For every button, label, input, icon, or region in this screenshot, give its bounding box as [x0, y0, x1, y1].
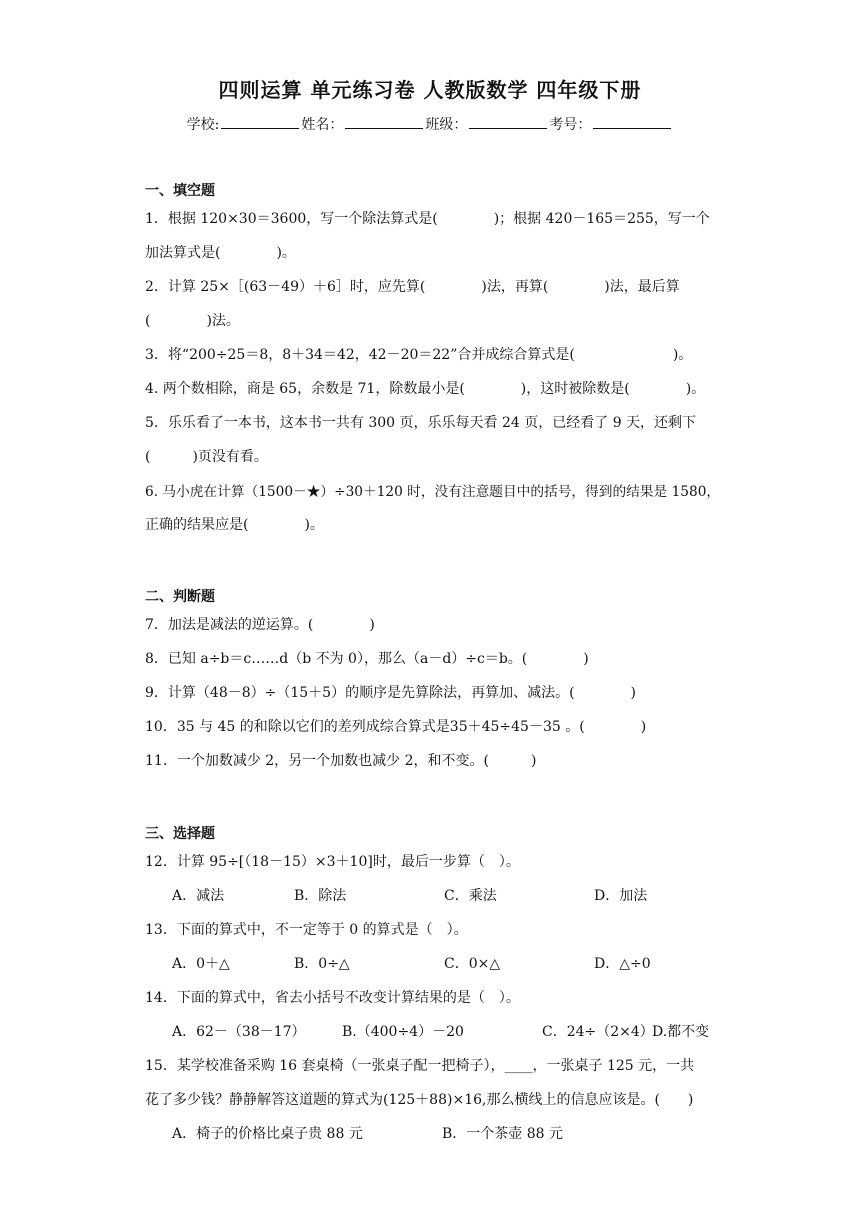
question-line: 1．根据 120×30＝3600，写一个除法算式是( )；根据 420－165＝255，写一个: [145, 211, 710, 227]
exam-no-label: 考号：: [549, 117, 592, 133]
question-line: 2．计算 25×［(63－49）＋6］时，应先算( )法，再算( )法，最后算: [145, 279, 680, 295]
option-a[interactable]: A．0＋△: [172, 956, 230, 972]
question-line: 7．加法是减法的逆运算。( ): [145, 617, 375, 633]
option-b[interactable]: B．0÷△: [294, 956, 350, 972]
question-15-line2: 花了多少钱？静静解答这道题的算式为(125＋88)×16,那么横线上的信息应该是。( ): [145, 1092, 694, 1108]
name-label: 姓名：: [301, 117, 344, 133]
option-b[interactable]: B．除法: [294, 888, 347, 904]
option-d[interactable]: D．加法: [594, 888, 648, 904]
option-b[interactable]: B.（400÷4）－20: [342, 1024, 464, 1040]
section-heading-fill: 一、填空题: [145, 183, 215, 199]
student-info-line: [0, 114, 860, 134]
question-line: 加法算式是( )。: [145, 245, 296, 261]
option-a[interactable]: A．62－（38－17）: [172, 1024, 306, 1040]
school-blank[interactable]: [221, 114, 299, 129]
class-label: 班级：: [425, 117, 468, 133]
name-blank[interactable]: [345, 114, 423, 129]
question-12: 12．计算 95÷[（18－15）×3＋10]时，最后一步算（ ）。: [145, 854, 520, 870]
section-heading-choice: 三、选择题: [145, 826, 215, 842]
section-heading-judge: 二、判断题: [145, 589, 215, 605]
question-line: 6. 马小虎在计算（1500－★）÷30＋120 时，没有注意题目中的括号，得到的结果是 1580，: [145, 484, 721, 500]
option-b[interactable]: B．一个茶壶 88 元: [442, 1126, 564, 1142]
question-line: 3．将“200÷25＝8，8＋34＝42，42－20＝22”合并成综合算式是( )。: [145, 347, 693, 363]
option-a[interactable]: A．椅子的价格比桌子贵 88 元: [172, 1126, 363, 1142]
question-15-line1: 15．某学校准备采购 16 套桌椅（一张桌子配一把椅子），____，一张桌子 125 元，一共: [145, 1058, 695, 1074]
page-title: 四则运算 单元练习卷 人教版数学 四年级下册: [218, 78, 642, 102]
option-d[interactable]: D．△÷0: [594, 956, 651, 972]
question-line: ( )页没有看。: [145, 449, 268, 465]
option-c[interactable]: C．24÷（2×4）: [542, 1024, 654, 1040]
question-line: 8．已知 a÷b＝c……d（b 不为 0），那么（a－d）÷c＝b。( ): [145, 651, 589, 667]
question-line: ( )法。: [145, 313, 240, 329]
question-line: 正确的结果应是( )。: [145, 517, 324, 533]
option-d[interactable]: D.都不变: [652, 1024, 710, 1040]
class-blank[interactable]: [469, 114, 547, 129]
school-label: 学校:: [186, 117, 220, 133]
option-c[interactable]: C．乘法: [444, 888, 497, 904]
exam-no-blank[interactable]: [593, 114, 671, 129]
question-13: 13．下面的算式中，不一定等于 0 的算式是（ ）。: [145, 922, 468, 938]
question-line: 9．计算（48－8）÷（15＋5）的顺序是先算除法，再算加、减法。( ): [145, 685, 637, 701]
option-c[interactable]: C．0×△: [444, 956, 501, 972]
question-14: 14．下面的算式中，省去小括号不改变计算结果的是（ ）。: [145, 990, 520, 1006]
question-line: 5．乐乐看了一本书，这本书一共有 300 页，乐乐每天看 24 页，已经看了 9 天，还剩下: [145, 415, 697, 431]
question-line: 11．一个加数减少 2，另一个加数也减少 2，和不变。( ): [145, 753, 537, 769]
option-a[interactable]: A．减法: [172, 888, 225, 904]
question-line: 4. 两个数相除，商是 65，余数是 71，除数最小是( )，这时被除数是( )。: [145, 381, 706, 397]
question-line: 10．35 与 45 的和除以它们的差列成综合算式是35＋45÷45－35 。( ): [145, 719, 647, 735]
